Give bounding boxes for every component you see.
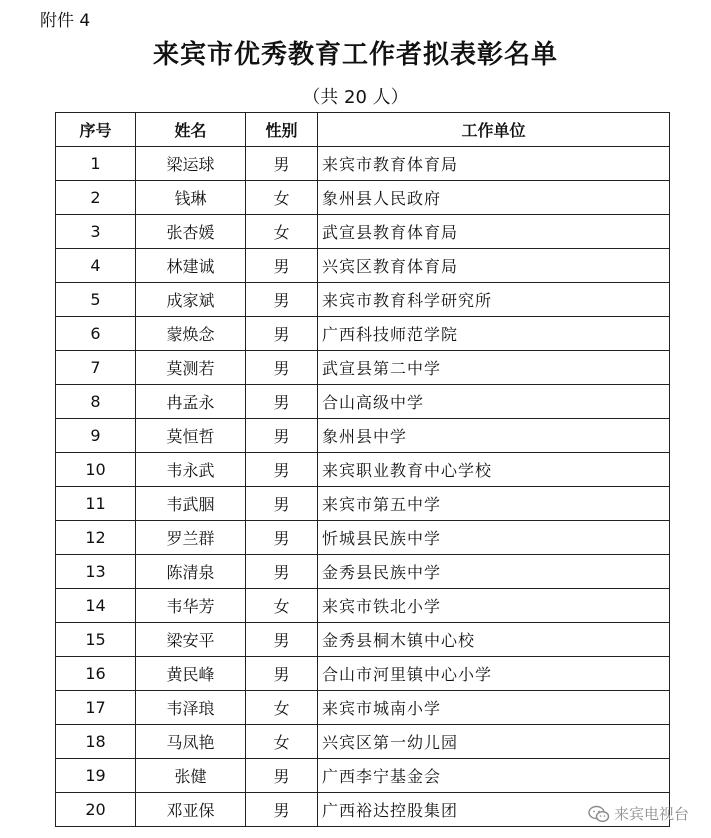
gender-cell: 男 <box>246 453 318 487</box>
index-cell: 20 <box>56 793 136 827</box>
index-cell: 16 <box>56 657 136 691</box>
gender-cell: 男 <box>246 521 318 555</box>
gender-cell: 男 <box>246 249 318 283</box>
name-cell: 蒙焕念 <box>136 317 246 351</box>
table-header <box>56 113 670 147</box>
unit-cell: 武宣县教育体育局 <box>318 215 670 249</box>
unit-cell: 广西科技师范学院 <box>318 317 670 351</box>
name-cell: 韦武胭 <box>136 487 246 521</box>
name-cell: 梁安平 <box>136 623 246 657</box>
index-cell: 18 <box>56 725 136 759</box>
table-row <box>56 351 670 385</box>
unit-cell: 来宾市铁北小学 <box>318 589 670 623</box>
gender-cell: 男 <box>246 487 318 521</box>
name-cell: 林建诚 <box>136 249 246 283</box>
document-subtitle: （共 20 人） <box>302 87 409 108</box>
column-header-gender: 性别 <box>246 113 318 147</box>
index-cell: 19 <box>56 759 136 793</box>
index-cell: 2 <box>56 181 136 215</box>
gender-cell: 男 <box>246 657 318 691</box>
table-row <box>56 215 670 249</box>
gender-cell: 男 <box>246 793 318 827</box>
gender-cell: 男 <box>246 759 318 793</box>
name-cell: 邓亚保 <box>136 793 246 827</box>
column-header-name: 姓名 <box>136 113 246 147</box>
table-row <box>56 317 670 351</box>
table-row <box>56 555 670 589</box>
index-cell: 12 <box>56 521 136 555</box>
table-header-row <box>56 113 670 147</box>
gender-cell: 男 <box>246 385 318 419</box>
gender-cell: 男 <box>246 351 318 385</box>
unit-cell: 忻城县民族中学 <box>318 521 670 555</box>
table-row <box>56 657 670 691</box>
unit-cell: 来宾市第五中学 <box>318 487 670 521</box>
gender-cell: 男 <box>246 419 318 453</box>
unit-cell: 象州县人民政府 <box>318 181 670 215</box>
table-row <box>56 759 670 793</box>
table-row <box>56 181 670 215</box>
table-row <box>56 521 670 555</box>
index-cell: 3 <box>56 215 136 249</box>
gender-cell: 女 <box>246 181 318 215</box>
gender-cell: 女 <box>246 589 318 623</box>
index-cell: 6 <box>56 317 136 351</box>
unit-cell: 金秀县桐木镇中心校 <box>318 623 670 657</box>
name-cell: 钱琳 <box>136 181 246 215</box>
name-cell: 韦永武 <box>136 453 246 487</box>
table-row <box>56 249 670 283</box>
attachment-label: 附件 4 <box>40 11 91 31</box>
name-cell: 莫恒哲 <box>136 419 246 453</box>
unit-cell: 兴宾区教育体育局 <box>318 249 670 283</box>
table-row <box>56 147 670 181</box>
gender-cell: 女 <box>246 725 318 759</box>
table-row <box>56 385 670 419</box>
table-row <box>56 283 670 317</box>
unit-cell: 象州县中学 <box>318 419 670 453</box>
index-cell: 5 <box>56 283 136 317</box>
index-cell: 10 <box>56 453 136 487</box>
gender-cell: 女 <box>246 691 318 725</box>
name-cell: 张杏媛 <box>136 215 246 249</box>
unit-cell: 来宾市教育科学研究所 <box>318 283 670 317</box>
gender-cell: 男 <box>246 623 318 657</box>
index-cell: 4 <box>56 249 136 283</box>
index-cell: 1 <box>56 147 136 181</box>
name-cell: 马凤艳 <box>136 725 246 759</box>
name-cell: 黄民峰 <box>136 657 246 691</box>
table-row <box>56 453 670 487</box>
watermark <box>588 803 689 824</box>
gender-cell: 男 <box>246 555 318 589</box>
wechat-icon <box>588 805 610 823</box>
index-cell: 7 <box>56 351 136 385</box>
name-cell: 冉孟永 <box>136 385 246 419</box>
index-cell: 17 <box>56 691 136 725</box>
gender-cell: 男 <box>246 317 318 351</box>
index-cell: 8 <box>56 385 136 419</box>
watermark-text: 来宾电视台 <box>613 805 689 823</box>
honoree-table <box>55 112 670 827</box>
name-cell: 梁运球 <box>136 147 246 181</box>
unit-cell: 金秀县民族中学 <box>318 555 670 589</box>
unit-cell: 武宣县第二中学 <box>318 351 670 385</box>
unit-cell: 广西李宁基金会 <box>318 759 670 793</box>
column-header-index: 序号 <box>56 113 136 147</box>
index-cell: 13 <box>56 555 136 589</box>
name-cell: 莫测若 <box>136 351 246 385</box>
unit-cell: 来宾市教育体育局 <box>318 147 670 181</box>
name-cell: 张健 <box>136 759 246 793</box>
table-row <box>56 793 670 827</box>
unit-cell: 来宾市城南小学 <box>318 691 670 725</box>
index-cell: 15 <box>56 623 136 657</box>
unit-cell: 合山高级中学 <box>318 385 670 419</box>
table-body <box>56 147 670 827</box>
table-row <box>56 589 670 623</box>
gender-cell: 男 <box>246 283 318 317</box>
unit-cell: 来宾职业教育中心学校 <box>318 453 670 487</box>
name-cell: 成家斌 <box>136 283 246 317</box>
gender-cell: 男 <box>246 147 318 181</box>
document-title: 来宾市优秀教育工作者拟表彰名单 <box>152 40 558 70</box>
table-row <box>56 419 670 453</box>
index-cell: 9 <box>56 419 136 453</box>
unit-cell: 兴宾区第一幼儿园 <box>318 725 670 759</box>
unit-cell: 合山市河里镇中心小学 <box>318 657 670 691</box>
gender-cell: 女 <box>246 215 318 249</box>
table-row <box>56 623 670 657</box>
index-cell: 14 <box>56 589 136 623</box>
index-cell: 11 <box>56 487 136 521</box>
name-cell: 韦泽琅 <box>136 691 246 725</box>
name-cell: 韦华芳 <box>136 589 246 623</box>
name-cell: 罗兰群 <box>136 521 246 555</box>
table-row <box>56 725 670 759</box>
table-row <box>56 487 670 521</box>
unit-cell: 广西裕达控股集团 <box>318 793 670 827</box>
name-cell: 陈清泉 <box>136 555 246 589</box>
column-header-unit: 工作单位 <box>318 113 670 147</box>
table-row <box>56 691 670 725</box>
